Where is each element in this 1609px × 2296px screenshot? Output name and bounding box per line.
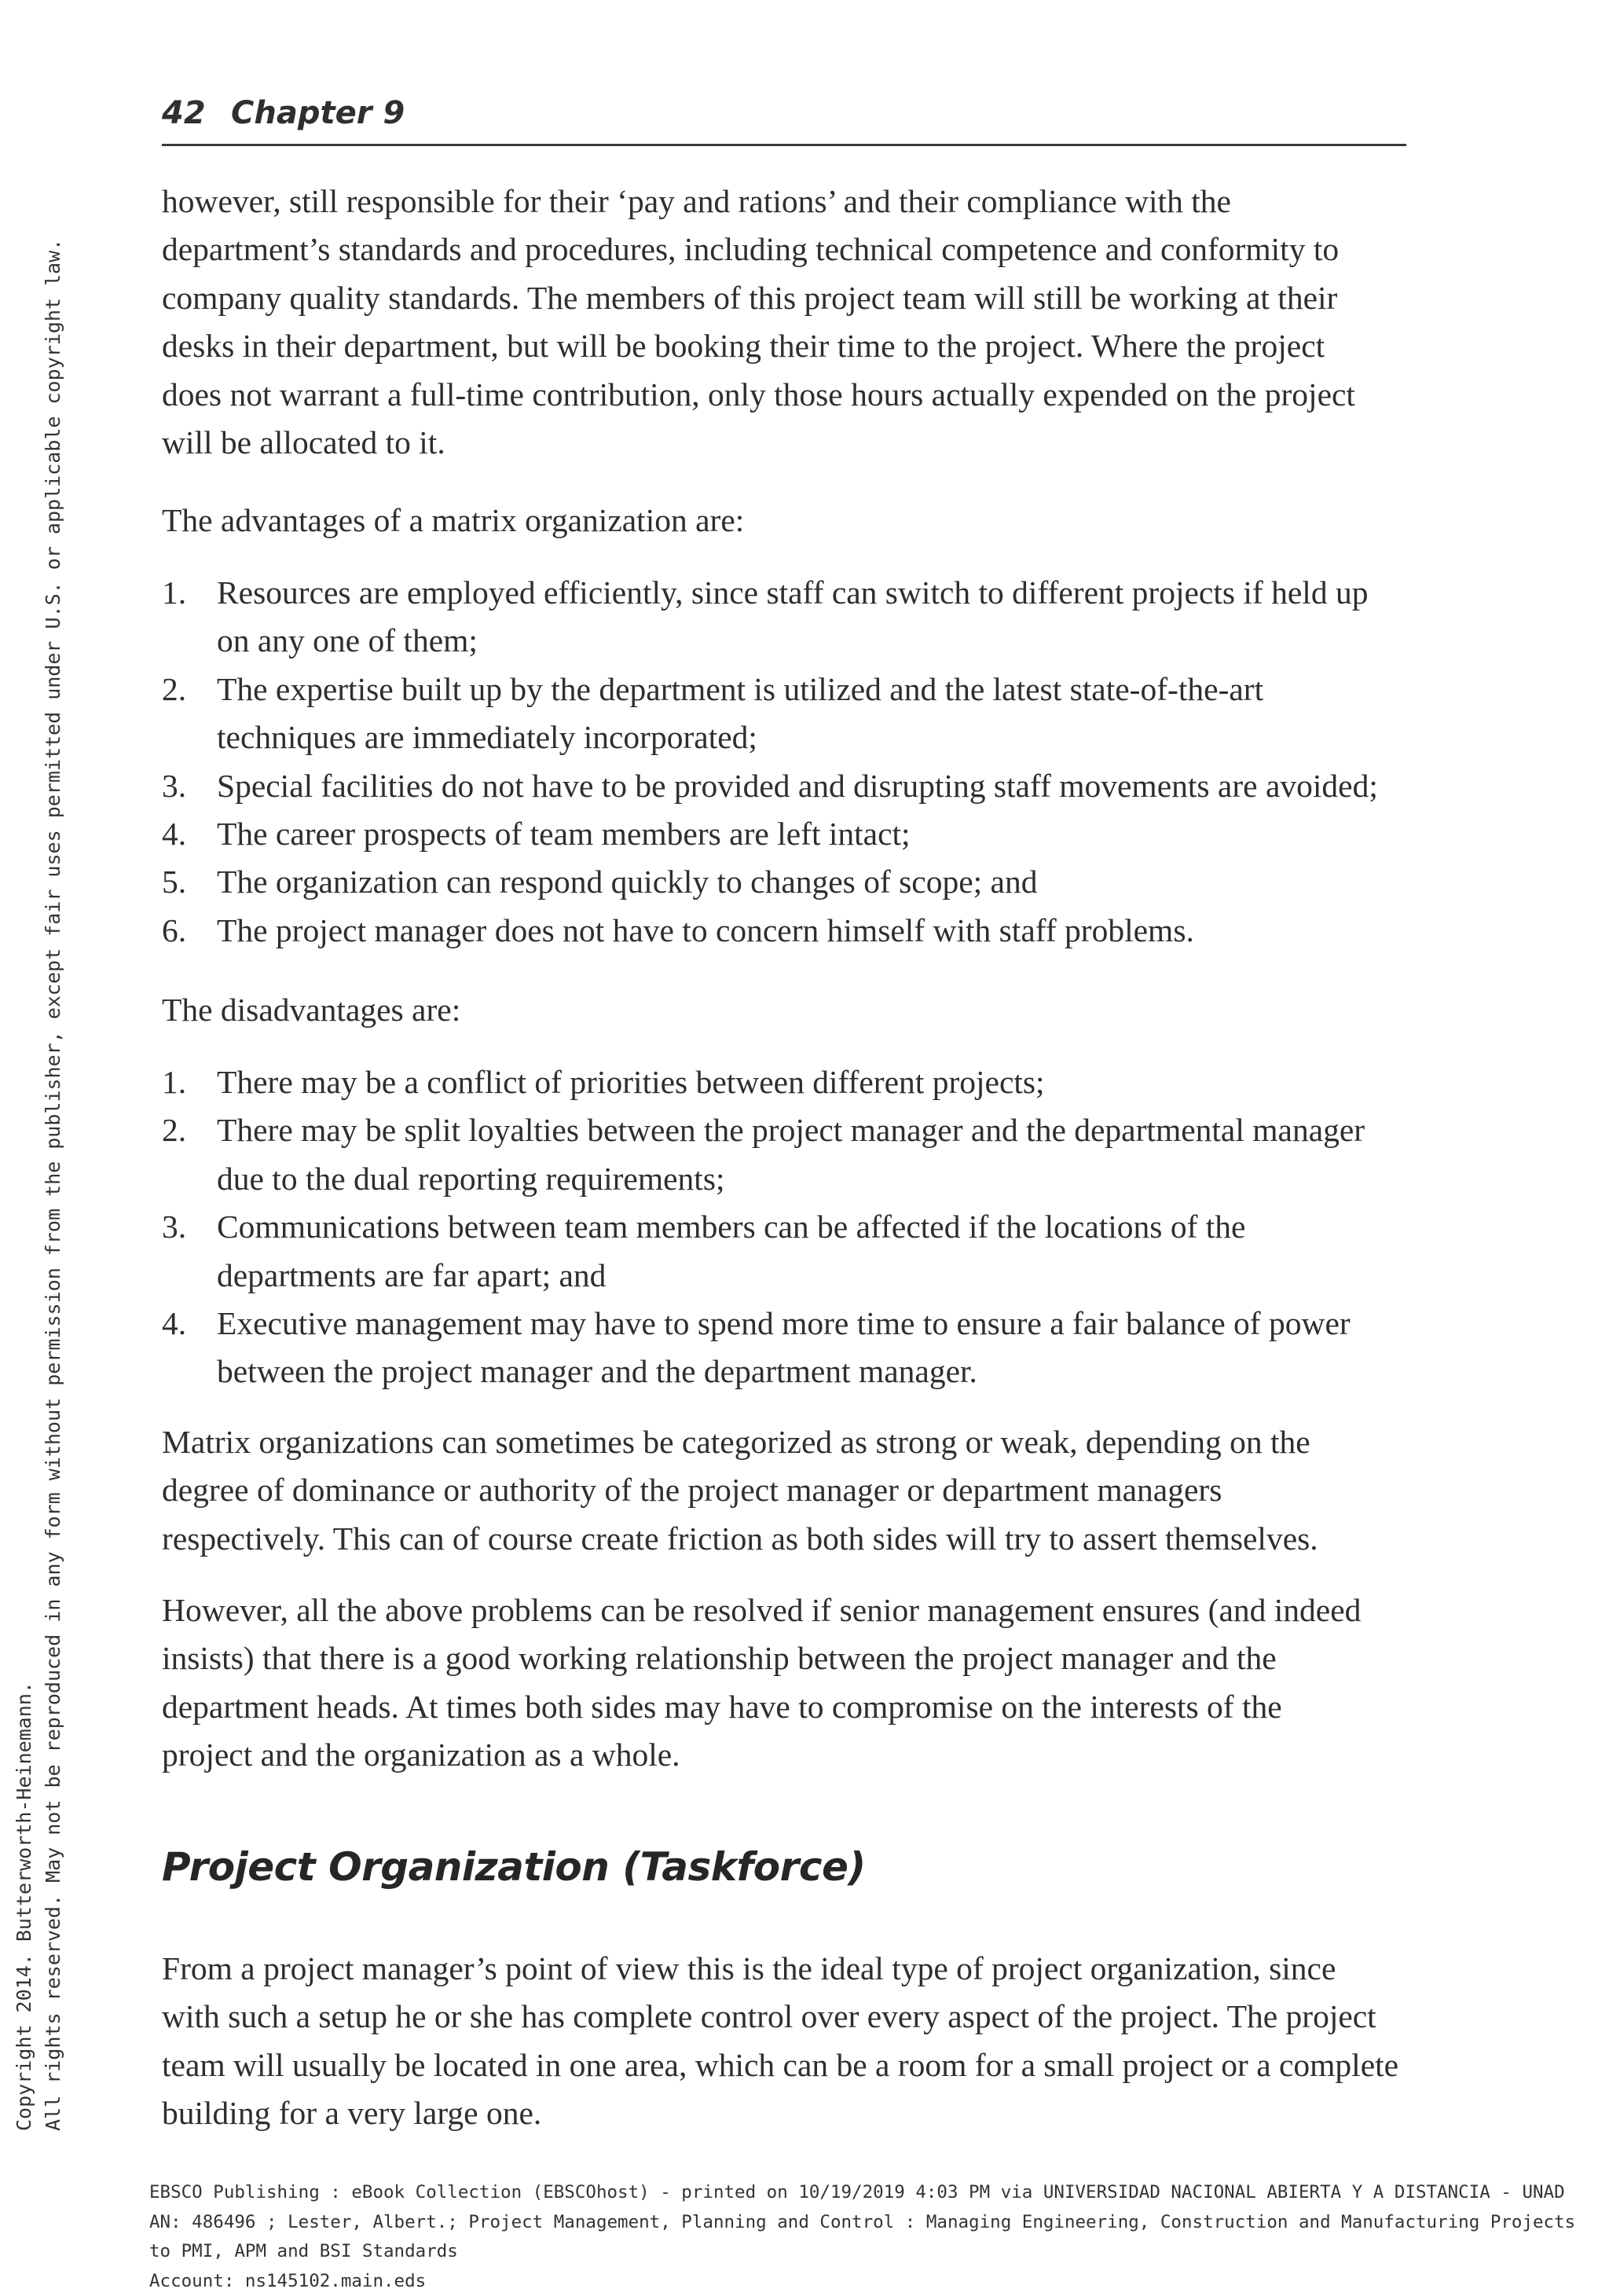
text-line: will be allocated to it. xyxy=(162,419,1419,467)
list-number: 3. xyxy=(162,1203,186,1251)
list-number: 5. xyxy=(162,858,186,906)
list-item xyxy=(162,858,1435,906)
ebsco-footer xyxy=(149,2178,1595,2296)
list-number: 4. xyxy=(162,1300,186,1348)
text-line: with such a setup he or she has complete control over every aspect of the project. The project xyxy=(162,1993,1419,2041)
list-item xyxy=(162,810,1435,858)
matrix-paragraph xyxy=(162,1418,1419,1563)
text-line: From a project manager’s point of view this is the ideal type of project organization, since xyxy=(162,1945,1419,1993)
list-number: 4. xyxy=(162,810,186,858)
however-paragraph xyxy=(162,1586,1419,1780)
disadvantages-list xyxy=(162,1058,1435,1396)
list-item xyxy=(162,1203,1435,1300)
list-number: 6. xyxy=(162,907,186,955)
list-item xyxy=(162,1300,1435,1396)
list-item xyxy=(162,1106,1435,1203)
section-paragraph xyxy=(162,1945,1419,2138)
list-number: 1. xyxy=(162,569,186,617)
list-item xyxy=(162,762,1435,810)
footer-line: EBSCO Publishing : eBook Collection (EBSCOhost) - printed on 10/19/2019 4:03 PM via UNIVERSIDAD NACIONAL ABIERTA Y A DISTANCIA - UNAD xyxy=(149,2178,1595,2208)
copyright-note xyxy=(9,245,68,2131)
text-line: on any one of them; xyxy=(217,617,1435,665)
text-line: There may be a conflict of priorities between different projects; xyxy=(217,1058,1435,1106)
advantages-intro: The advantages of a matrix organization are: xyxy=(162,497,1419,545)
advantages-list xyxy=(162,569,1435,955)
footer-line: to PMI, APM and BSI Standards xyxy=(149,2237,1595,2267)
text-line: techniques are immediately incorporated; xyxy=(217,713,1435,761)
text-line: Resources are employed efficiently, since staff can switch to different projects if held up xyxy=(217,569,1435,617)
text-line: departments are far apart; and xyxy=(217,1252,1435,1300)
text-line: The career prospects of team members are left intact; xyxy=(217,810,1435,858)
text-line: however, still responsible for their ‘pay and rations’ and their compliance with the xyxy=(162,178,1419,226)
section-heading: Project Organization (Taskforce) xyxy=(162,1843,866,1891)
list-item xyxy=(162,1058,1435,1106)
footer-line: AN: 486496 ; Lester, Albert.; Project Management, Planning and Control : Managing Engineering, Construction and Manufacturing Projects xyxy=(149,2208,1595,2238)
text-line: desks in their department, but will be booking their time to the project. Where the project xyxy=(162,322,1419,370)
list-item xyxy=(162,907,1435,955)
running-header xyxy=(162,91,1406,146)
text-line: team will usually be located in one area, which can be a room for a small project or a complete xyxy=(162,2041,1419,2089)
text-line: building for a very large one. xyxy=(162,2089,1419,2137)
page-number: 42 xyxy=(162,94,206,132)
footer-line: Account: ns145102.main.eds xyxy=(149,2267,1595,2296)
text-line: department’s standards and procedures, including technical competence and conformity to xyxy=(162,226,1419,273)
list-item xyxy=(162,666,1435,762)
text-line: between the project manager and the department manager. xyxy=(217,1348,1435,1396)
text-line: There may be split loyalties between the project manager and the departmental manager xyxy=(217,1106,1435,1154)
list-number: 2. xyxy=(162,666,186,713)
text-line: Communications between team members can be affected if the locations of the xyxy=(217,1203,1435,1251)
text-line: company quality standards. The members of this project team will still be working at their xyxy=(162,274,1419,322)
copyright-line: Copyright 2014. Butterworth-Heinemann. xyxy=(9,245,38,2131)
text-line: project and the organization as a whole. xyxy=(162,1731,1419,1779)
text-line: degree of dominance or authority of the project manager or department managers xyxy=(162,1466,1419,1514)
list-item xyxy=(162,569,1435,666)
text-line: does not warrant a full-time contribution, only those hours actually expended on the project xyxy=(162,371,1419,419)
text-line: due to the dual reporting requirements; xyxy=(217,1155,1435,1203)
text-line: Executive management may have to spend more time to ensure a fair balance of power xyxy=(217,1300,1435,1348)
text-line: However, all the above problems can be resolved if senior management ensures (and indeed xyxy=(162,1586,1419,1634)
intro-paragraph xyxy=(162,178,1419,467)
list-number: 3. xyxy=(162,762,186,810)
text-line: Matrix organizations can sometimes be categorized as strong or weak, depending on the xyxy=(162,1418,1419,1466)
text-line: The organization can respond quickly to changes of scope; and xyxy=(217,858,1435,906)
text-line: insists) that there is a good working relationship between the project manager and the xyxy=(162,1634,1419,1682)
disadvantages-intro: The disadvantages are: xyxy=(162,986,1419,1034)
chapter-label: Chapter 9 xyxy=(231,94,405,132)
text-line: The expertise built up by the department is utilized and the latest state-of-the-art xyxy=(217,666,1435,713)
list-number: 2. xyxy=(162,1106,186,1154)
text-line: respectively. This can of course create friction as both sides will try to assert themselves. xyxy=(162,1515,1419,1563)
text-line: department heads. At times both sides may have to compromise on the interests of the xyxy=(162,1683,1419,1731)
list-number: 1. xyxy=(162,1058,186,1106)
text-line: The project manager does not have to concern himself with staff problems. xyxy=(217,907,1435,955)
text-line: Special facilities do not have to be provided and disrupting staff movements are avoided; xyxy=(217,762,1435,810)
copyright-line: All rights reserved. May not be reproduced in any form without permission from the publisher, except fair uses permitted under U.S. or applicable copyright law. xyxy=(38,245,68,2131)
